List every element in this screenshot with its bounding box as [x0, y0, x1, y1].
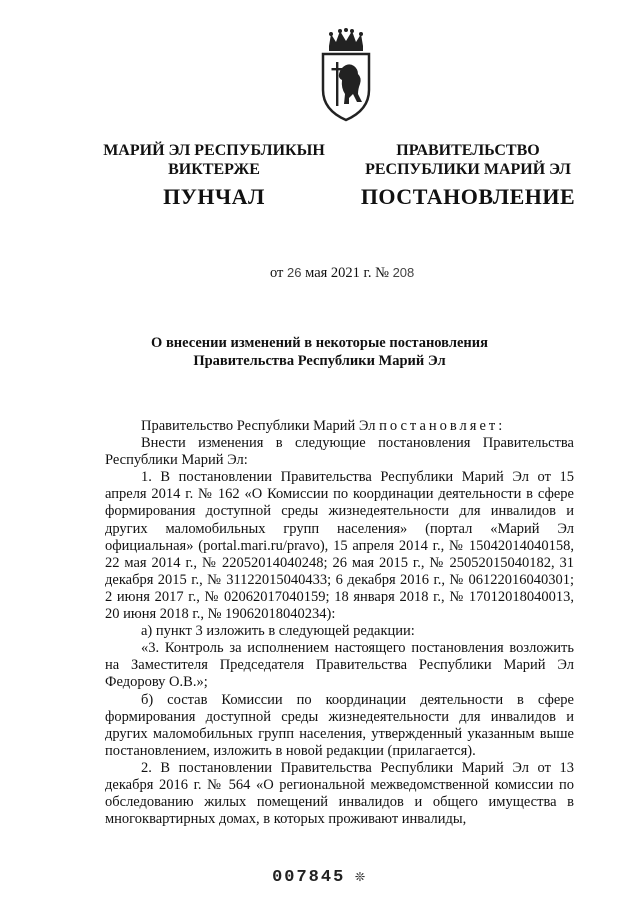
date-month-year: мая 2021 г. №	[305, 265, 389, 281]
paragraph-resolves	[105, 418, 574, 435]
document-body	[105, 418, 574, 828]
form-serial-number: 007845	[272, 868, 346, 887]
header-right-title: ПОСТАНОВЛЕНИЕ	[360, 184, 576, 209]
header-left-title: ПУНЧАЛ	[163, 184, 265, 209]
header-right-block	[352, 141, 584, 210]
paragraph-resolves-verb: постановляет:	[379, 418, 506, 434]
document-date	[270, 265, 414, 282]
paragraph-item-1: 1. В постановлении Правительства Республики Марий Эл от 15 апреля 2014 г. № 162 «О Комиссии по координации деятельности в сфере формирования доступной среды жизнедеятельности для инвалидов и других маломобильных групп населения» (портал «Марий Эл официальная» (portal.mari.ru/pravo), 15 апреля 2014 г., № 15042014040158, 22 мая 2014 г., № 22052014040248; 26 мая 2015 г., № 25052015040182, 31 декабря 2015 г., № 31122015040433; 6 декабря 2016 г., № 06122016040301; 2 июня 2017 г., № 02062017040159; 18 января 2018 г., № 17012018040013, 20 июня 2018 г., № 19062018040234):	[105, 469, 574, 623]
document-title	[60, 334, 579, 370]
paragraph-intro: Внести изменения в следующие постановления Правительства Республики Марий Эл:	[105, 435, 574, 469]
paragraph-item-1b: б) состав Комиссии по координации деятельности в сфере формирования доступной среды жизнедеятельности для инвалидов и других маломобильных групп населения, утвержденный указанным выше постановлением, изложить в новой редакции (прилагается).	[105, 691, 574, 759]
header-left-line1: МАРИЙ ЭЛ РЕСПУБЛИКЫН	[103, 142, 325, 159]
header-left-block	[98, 141, 330, 210]
title-line1: О внесении изменений в некоторые постановления	[151, 335, 488, 351]
paragraph-item-1a: а) пункт 3 изложить в следующей редакции:	[141, 623, 415, 640]
paragraph-resolves-subject: Правительство Республики Марий Эл	[141, 418, 380, 434]
document-number: 208	[392, 265, 415, 280]
header-right-line2: РЕСПУБЛИКИ МАРИЙ ЭЛ	[365, 161, 571, 178]
date-day: 26	[287, 265, 302, 280]
paragraph-item-1a-text: «3. Контроль за исполнением настоящего постановления возложить на Заместителя Председателя Правительства Республики Марий Эл Федорову О.В.»;	[105, 640, 574, 691]
coat-of-arms-emblem	[315, 28, 377, 124]
date-prefix: от	[270, 265, 284, 281]
paragraph-item-2: 2. В постановлении Правительства Республики Марий Эл от 13 декабря 2016 г. № 564 «О региональной межведомственной комиссии по обследованию жилых помещений инвалидов и общего имущества в многоквартирных домах, в которых проживают инвалиды,	[105, 759, 574, 828]
form-serial-footer	[0, 866, 639, 887]
title-line2: Правительства Республики Марий Эл	[193, 353, 446, 369]
header-right-line1: ПРАВИТЕЛЬСТВО	[396, 142, 540, 159]
ornament-icon: ❊	[355, 868, 367, 886]
header-left-line2: ВИКТЕРЖЕ	[168, 161, 260, 178]
